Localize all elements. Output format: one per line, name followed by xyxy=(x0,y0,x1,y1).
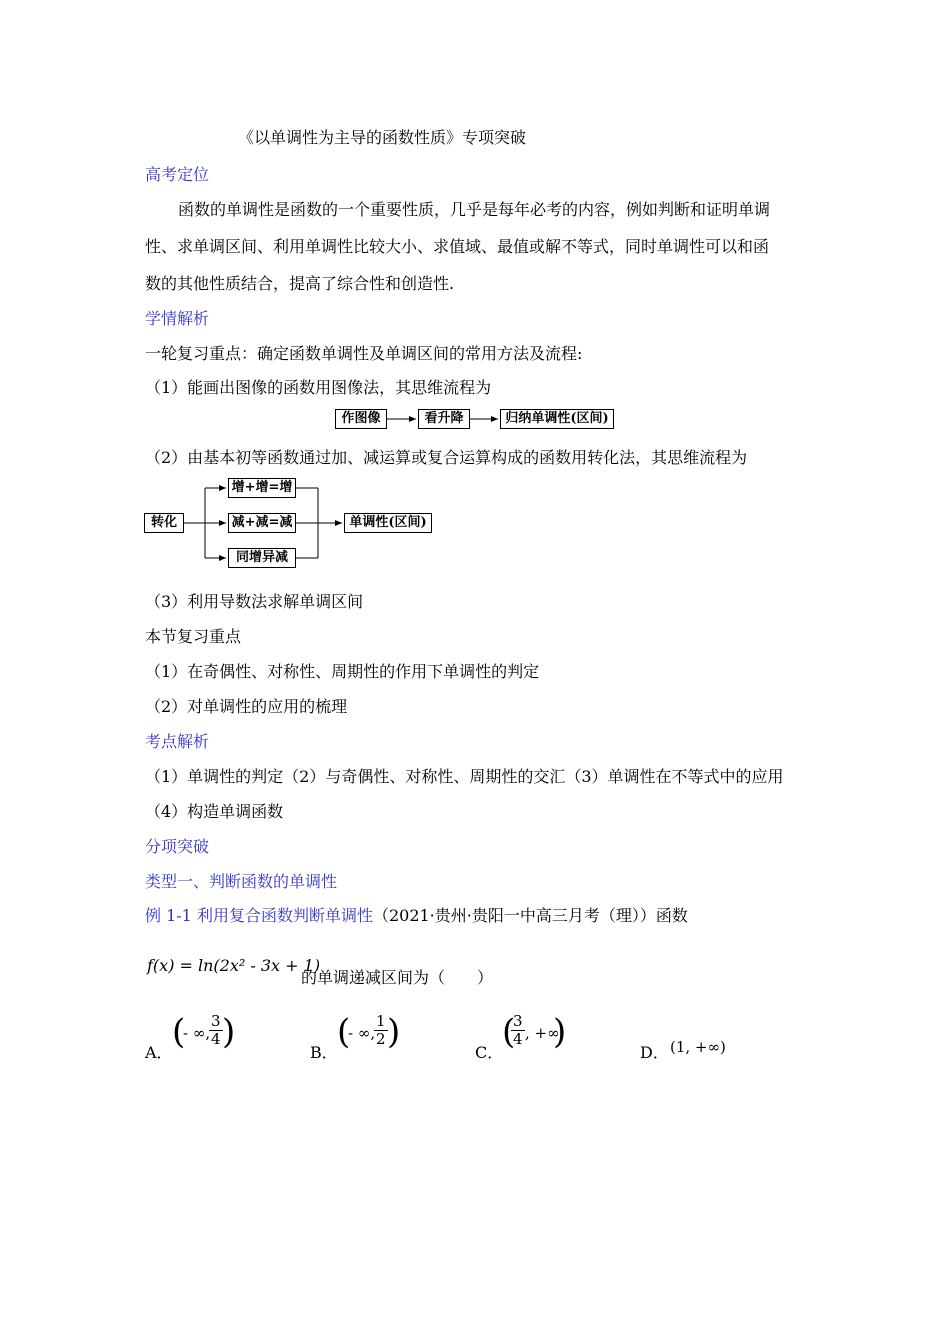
option-c-denominator: 4 xyxy=(513,1030,523,1048)
function-question-suffix: 的单调递减区间为（ ） xyxy=(301,968,494,987)
option-c-close-paren: ) xyxy=(553,1012,567,1052)
option-b-fraction xyxy=(374,1013,388,1048)
option-b-denominator: 2 xyxy=(376,1030,386,1048)
yilun-text: 一轮复习重点：确定函数单调性及单调区间的常用方法及流程: xyxy=(145,344,583,363)
option-a-denominator: 4 xyxy=(211,1030,221,1048)
benjie-item-2: （2）对单调性的应用的梳理 xyxy=(145,697,348,716)
example-1-1-line xyxy=(145,906,688,926)
example-1-1-source: （2021·贵州·贵阳一中高三月考（理））函数 xyxy=(372,906,688,925)
gaokao-paragraph-line-1: 函数的单调性是函数的一个重要性质，几乎是每年必考的内容，例如判断和证明单调 xyxy=(178,200,771,219)
option-a-numerator: 3 xyxy=(211,1012,221,1030)
flow2-box-inc-inc: 增+增=增 xyxy=(228,478,296,498)
flow1-box-draw-graph: 作图像 xyxy=(335,409,387,429)
option-c-fraction xyxy=(511,1013,525,1048)
option-a-label: A． xyxy=(145,1043,173,1062)
option-b-label: B． xyxy=(310,1043,338,1062)
heading-gaokao: 高考定位 xyxy=(145,165,210,184)
option-c-label: C． xyxy=(475,1043,504,1062)
flow2-box-transform: 转化 xyxy=(144,513,184,533)
option-a-fraction xyxy=(209,1013,223,1048)
flow1-box-check-trend: 看升降 xyxy=(418,409,470,429)
item-2-text: （2）由基本初等函数通过加、减运算或复合运算构成的函数用转化法，其思维流程为 xyxy=(145,448,748,467)
benjie-heading: 本节复习重点 xyxy=(145,627,242,646)
item-3-text: （3）利用导数法求解单调区间 xyxy=(145,592,364,611)
flow2-box-monotonic: 单调性(区间) xyxy=(344,513,432,533)
kaodian-item-1: （1）单调性的判定（2）与奇偶性、对称性、周期性的交汇（3）单调性在不等式中的应用 xyxy=(145,767,784,786)
flow2-box-same-inc: 同增异减 xyxy=(228,548,296,568)
benjie-item-1: （1）在奇偶性、对称性、周期性的作用下单调性的判定 xyxy=(145,662,540,681)
option-b-numerator: 1 xyxy=(376,1012,386,1030)
option-b-open-paren: ( xyxy=(337,1012,351,1052)
function-expression: f(x) = ln(2x² - 3x + 1) xyxy=(147,956,321,975)
option-c-open-paren: ( xyxy=(502,1012,516,1052)
example-1-1-title: 例 1-1 利用复合函数判断单调性 xyxy=(145,906,373,925)
heading-fenxiang: 分项突破 xyxy=(145,837,210,856)
option-a-close-paren: ) xyxy=(222,1012,236,1052)
option-b-close-paren: ) xyxy=(387,1012,401,1052)
option-a-left: - ∞, xyxy=(183,1024,211,1042)
kaodian-item-2: （4）构造单调函数 xyxy=(145,802,284,821)
option-c-right: , +∞ xyxy=(525,1024,560,1042)
document-title: 《以单调性为主导的函数性质》专项突破 xyxy=(238,128,527,147)
heading-xueqing: 学情解析 xyxy=(145,309,210,328)
heading-type-1: 类型一、判断函数的单调性 xyxy=(145,872,338,891)
option-a-open-paren: ( xyxy=(172,1012,186,1052)
flow1-box-conclude: 归纳单调性(区间) xyxy=(500,409,614,429)
option-c-numerator: 3 xyxy=(513,1012,523,1030)
gaokao-paragraph-line-3: 数的其他性质结合，提高了综合性和创造性. xyxy=(145,274,455,293)
option-d-interval: (1, +∞) xyxy=(670,1038,726,1056)
gaokao-paragraph-line-2: 性、求单调区间、利用单调性比较大小、求值域、最值或解不等式，同时单调性可以和函 xyxy=(145,237,770,256)
option-b-left: - ∞, xyxy=(348,1024,376,1042)
item-1-text: （1）能画出图像的函数用图像法，其思维流程为 xyxy=(145,378,492,397)
option-d-label: D． xyxy=(640,1043,669,1062)
flow2-box-dec-dec: 减+减=减 xyxy=(228,513,296,533)
heading-kaodian: 考点解析 xyxy=(145,732,210,751)
